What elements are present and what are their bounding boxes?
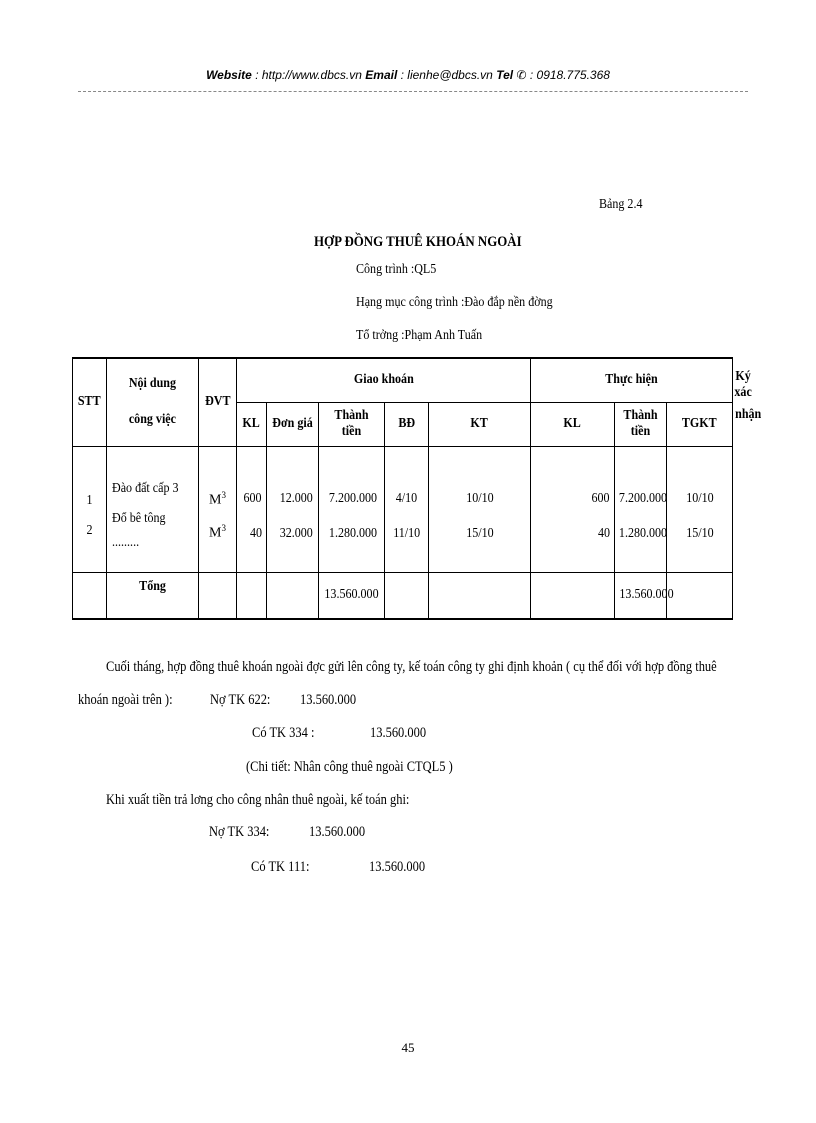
- header-kl-actual: KL: [531, 402, 615, 446]
- website-label: Website: [206, 68, 252, 82]
- header-unit: ĐVT: [199, 358, 237, 446]
- total-end: [429, 572, 531, 619]
- cell-unit: $M^3$ $M^3$: [199, 446, 237, 572]
- cell-kl-actual: 600 40: [531, 446, 615, 572]
- contract-table: STT Nội dung công việc ĐVT Giao khoán Thực hiện Ký xác nhận KL Đơn giá Thành tiền BĐ KT KL Thành tiền TGKT 1 2 Đào đất cấp 3 Đổ bê tông ......... $M^3$ $M^3$ 600 40 12.000 32.000 7.200.000 1.280.000 4/10 11/10 10/10 15/10 600 40 7.200.000 1.280.000 10/10 15/10 Tổng 13.560.000 13.560.000: [72, 357, 733, 620]
- header-kl: KL: [237, 402, 267, 446]
- header-unit-price: Đơn giá: [267, 402, 319, 446]
- total-kl: [237, 572, 267, 619]
- tel-value: : 0918.775.368: [529, 68, 610, 82]
- project-line: Công trình :QL5: [356, 262, 437, 277]
- total-tgkt: [667, 572, 733, 619]
- header-content: Nội dung công việc: [107, 358, 199, 446]
- phone-icon: ✆: [516, 68, 527, 82]
- cell-amount: 7.200.000 1.280.000: [319, 446, 385, 572]
- header-amount: Thành tiền: [319, 402, 385, 446]
- email-label: Email: [365, 68, 398, 82]
- total-kl-actual: [531, 572, 615, 619]
- header-group-actual: Thực hiện: [531, 358, 733, 402]
- page-number: 45: [401, 1040, 415, 1055]
- work-item-line: Hạng mục công trình :Đào đắp nền đờng: [356, 295, 553, 310]
- entry-1-debit: Nợ TK 622:: [210, 692, 271, 708]
- cell-stt: 1 2: [73, 446, 107, 572]
- header-stt: STT: [73, 358, 107, 446]
- team-leader-line: Tổ trởng :Phạm Anh Tuấn: [356, 328, 483, 343]
- total-label: Tổng: [107, 572, 199, 619]
- total-price: [267, 572, 319, 619]
- entry-2-debit: Nợ TK 334:: [209, 824, 270, 840]
- cell-end: 10/10 15/10: [429, 446, 531, 572]
- website-value[interactable]: : http://www.dbcs.vn: [255, 68, 362, 82]
- header-divider: [78, 91, 748, 92]
- total-amount: 13.560.000: [319, 572, 385, 619]
- document-title: HỢP ĐỒNG THUÊ KHOÁN NGOÀI: [314, 234, 522, 250]
- entry-2-credit-amount: 13.560.000: [369, 859, 426, 875]
- header-start: BĐ: [385, 402, 429, 446]
- total-stt: [73, 572, 107, 619]
- header-end: KT: [429, 402, 531, 446]
- paragraph-2: Khi xuất tiền trả lơng cho công nhân thuê ngoài, kế toán ghi:: [106, 792, 410, 808]
- entry-1-note: (Chi tiết: Nhân công thuê ngoài CTQL5 ): [246, 759, 453, 775]
- cell-tgkt: 10/10 15/10: [667, 446, 733, 572]
- total-amount-actual: 13.560.000: [615, 572, 667, 619]
- cell-amount-actual: 7.200.000 1.280.000: [615, 446, 667, 572]
- page-header: [0, 68, 816, 82]
- paragraph-1-line-1: Cuối tháng, hợp đồng thuê khoán ngoài đợc gửi lên công ty, kế toán công ty ghi định khoản ( cụ thể đối với hợp đồng thuê: [106, 659, 717, 675]
- total-start: [385, 572, 429, 619]
- entry-2-credit: Có TK 111:: [251, 859, 310, 875]
- entry-1-debit-amount: 13.560.000: [300, 692, 357, 708]
- total-unit: [199, 572, 237, 619]
- cell-content: Đào đất cấp 3 Đổ bê tông .........: [107, 446, 199, 572]
- header-amount-actual: Thành tiền: [615, 402, 667, 446]
- entry-1-credit: Có TK 334 :: [252, 725, 315, 741]
- cell-kl: 600 40: [237, 446, 267, 572]
- cell-start: 4/10 11/10: [385, 446, 429, 572]
- entry-2-debit-amount: 13.560.000: [309, 824, 366, 840]
- tel-label: Tel: [496, 68, 514, 82]
- paragraph-1-line-2: khoán ngoài trên ):: [78, 692, 173, 708]
- table-reference: Bảng 2.4: [599, 197, 643, 212]
- header-group-contract: Giao khoán: [237, 358, 531, 402]
- header-tgkt: TGKT: [667, 402, 733, 446]
- email-value[interactable]: : lienhe@dbcs.vn: [400, 68, 493, 82]
- cell-unit-price: 12.000 32.000: [267, 446, 319, 572]
- entry-1-credit-amount: 13.560.000: [370, 725, 427, 741]
